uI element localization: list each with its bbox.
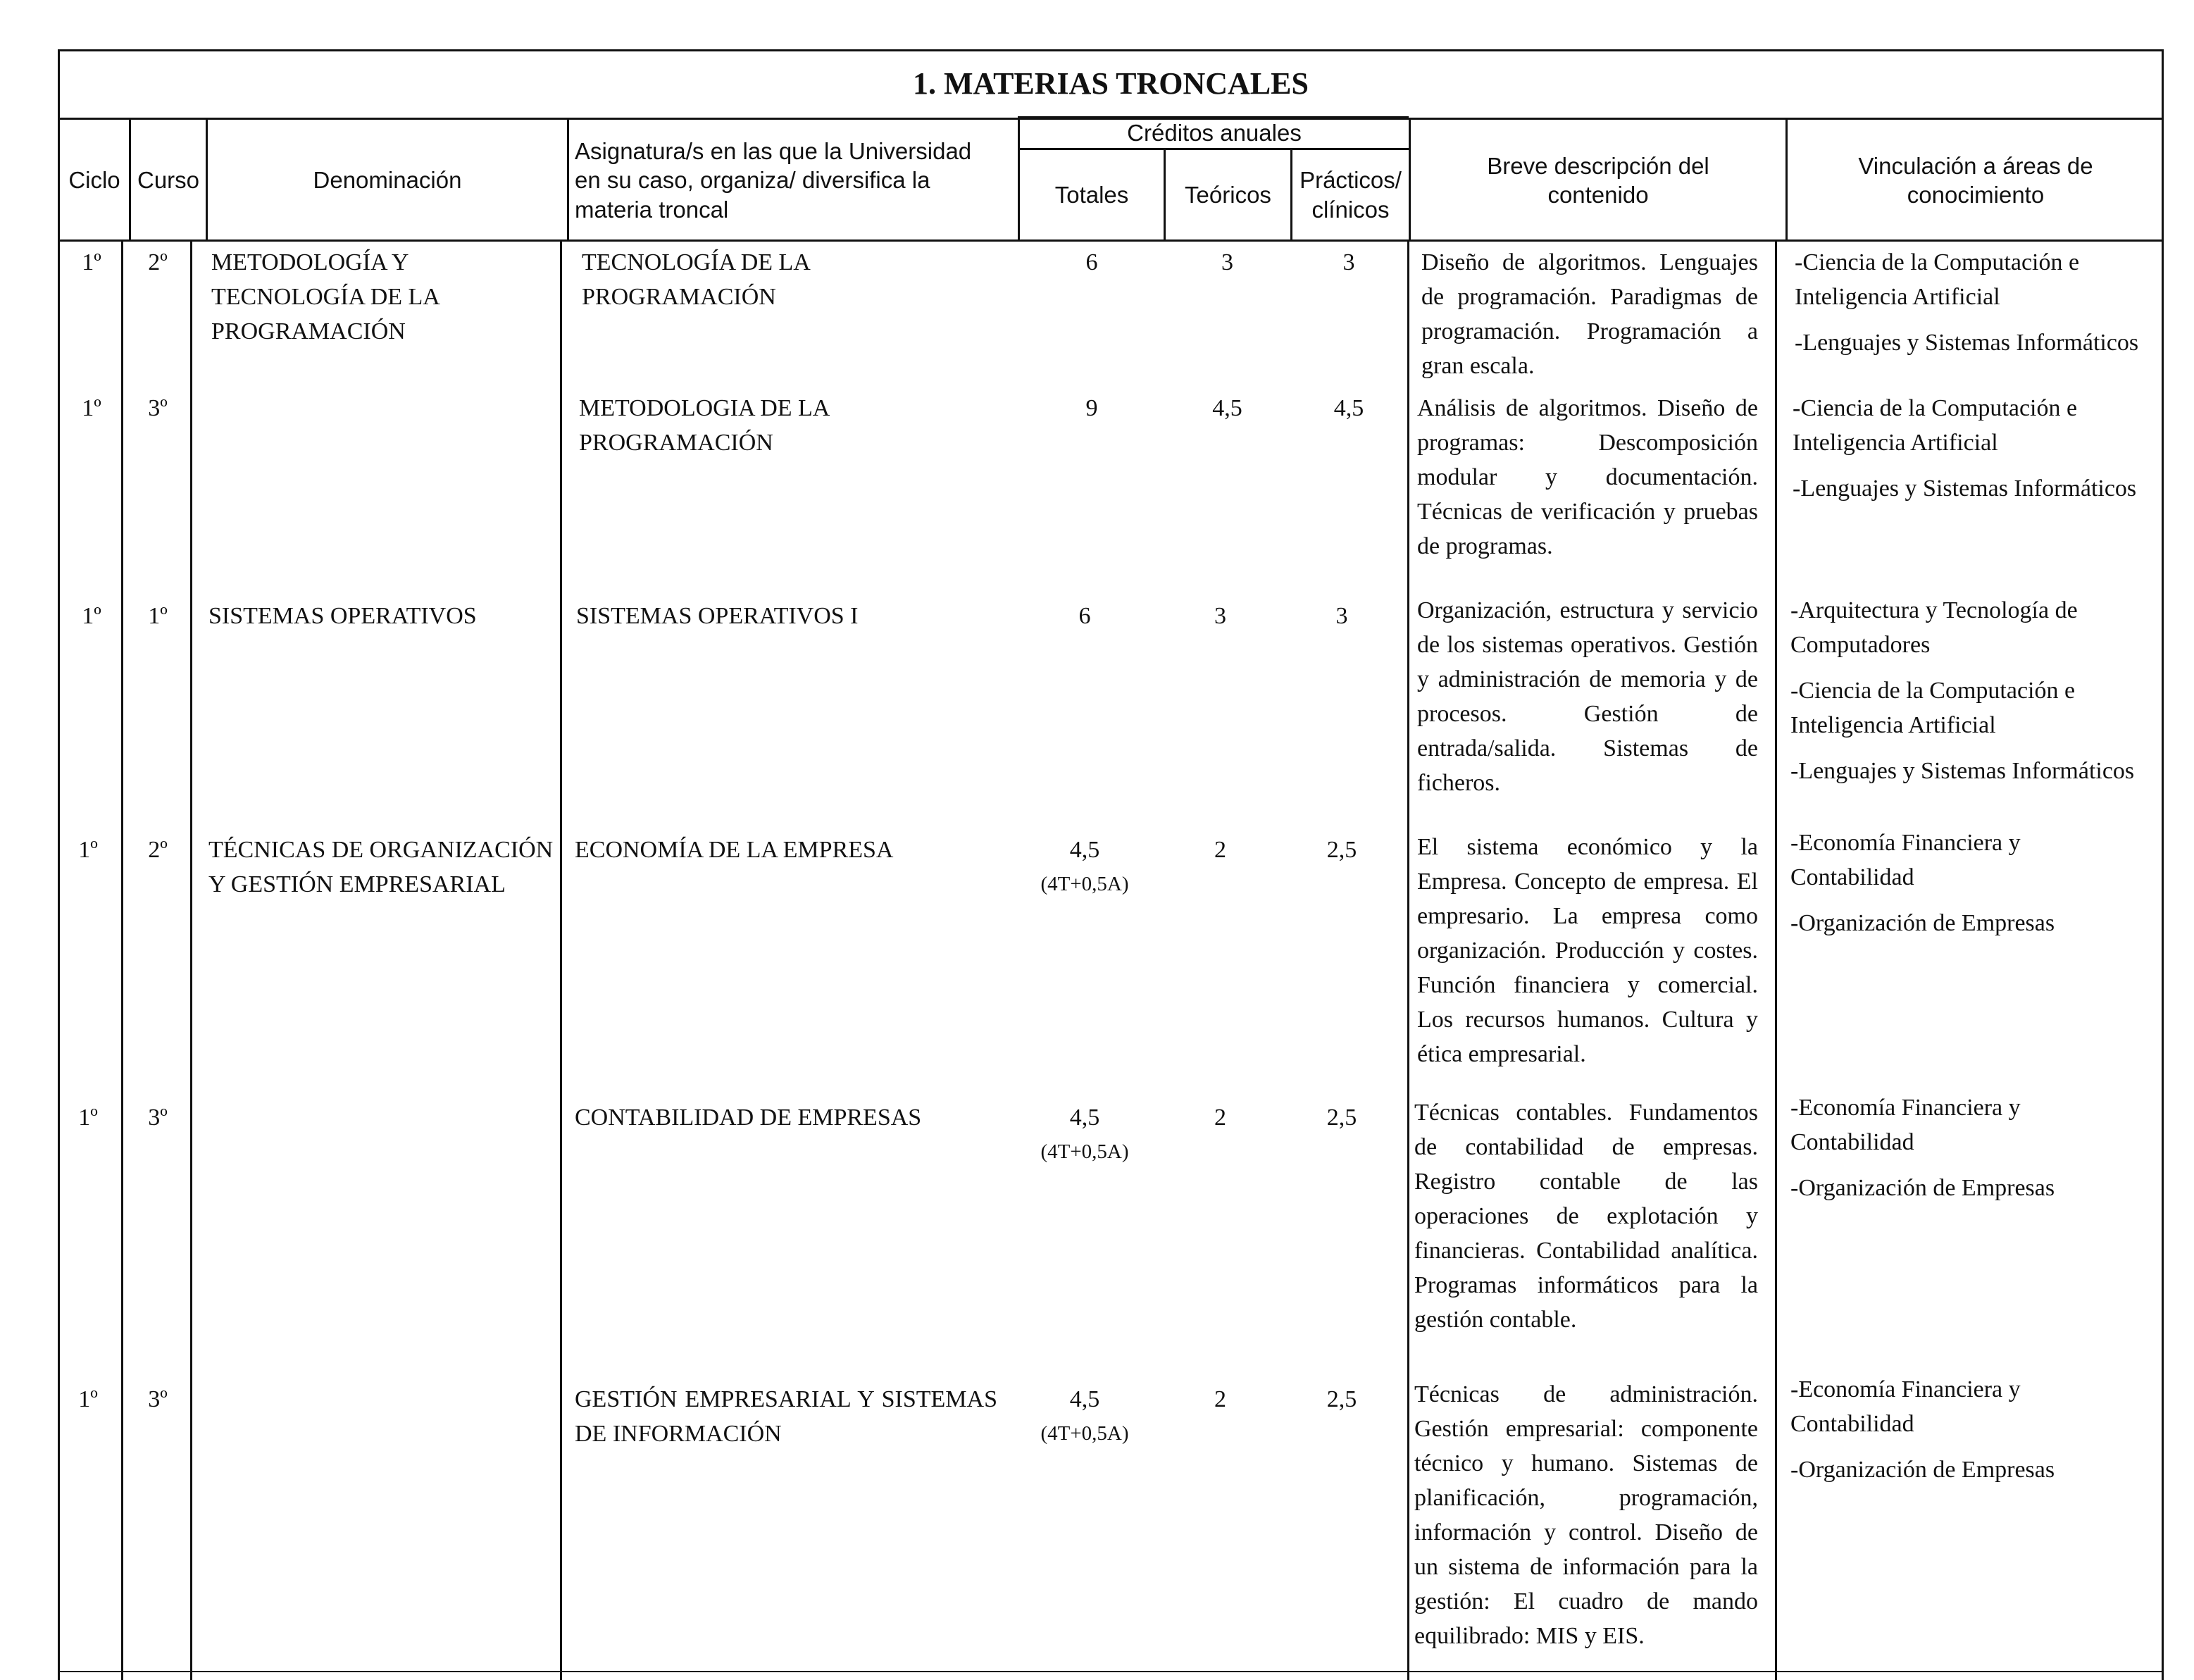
row-curso: 3º xyxy=(148,1386,168,1412)
row-descripcion: Organización, estructura y servicio de los sistemas operativos. Gestión y administración de memoria y de procesos. Gestión de entrada/salida. Sistemas de ficheros. xyxy=(1417,597,1758,796)
area-item: -Ciencia de la Computación e Inteligencia Artificial xyxy=(1795,249,2080,310)
row-practicos: 2,5 xyxy=(1326,1105,1357,1131)
col-sep xyxy=(1775,242,1777,1680)
row-asignatura: GESTIÓN EMPRESARIAL Y SISTEMAS DE INFORMACIÓN xyxy=(575,1386,997,1447)
row-curso: 1º xyxy=(148,603,168,629)
row-asignatura: TECNOLOGÍA DE LA PROGRAMACIÓN xyxy=(582,249,809,310)
col-sep xyxy=(560,242,562,1680)
area-item: -Economía Financiera y Contabilidad xyxy=(1790,1376,2021,1437)
row-areas xyxy=(1793,391,2145,517)
row-asignatura: METODOLOGIA DE LA PROGRAMACIÓN xyxy=(579,395,829,456)
row-descripcion: Técnicas de administración. Gestión empresarial: componente técnico y humano. Sistemas de planificación, programación, información y control. Diseño de un sistema de información para la gestión: El cuadro de mando equilibrado: MIS y EIS. xyxy=(1414,1381,1758,1649)
row-ciclo: 1º xyxy=(78,1386,98,1412)
row-teoricos: 2 xyxy=(1214,1386,1226,1412)
row-ciclo: 1º xyxy=(82,395,101,421)
totales-note: (4T+0,5A) xyxy=(1040,1422,1129,1445)
totales-value: 4,5 xyxy=(1069,837,1100,863)
col-sep xyxy=(190,242,192,1680)
row-descripcion: Diseño de algoritmos. Lenguajes de programación. Paradigmas de programación. Programación a gran escala. xyxy=(1421,249,1758,379)
table-bottom-line xyxy=(58,1671,2164,1672)
row-ciclo: 1º xyxy=(82,249,101,275)
row-curso: 3º xyxy=(148,1105,168,1131)
totales-note: (4T+0,5A) xyxy=(1040,1140,1129,1163)
totales-note: (4T+0,5A) xyxy=(1040,873,1129,895)
header-ciclo: Ciclo xyxy=(68,167,120,194)
row-areas xyxy=(1795,245,2147,371)
area-item: -Organización de Empresas xyxy=(1790,1175,2055,1201)
row-practicos: 2,5 xyxy=(1326,837,1357,863)
row-areas xyxy=(1790,593,2146,799)
area-item: -Organización de Empresas xyxy=(1790,1457,2055,1483)
row-ciclo: 1º xyxy=(82,603,101,629)
header-curso: Curso xyxy=(137,167,200,194)
row-asignatura: SISTEMAS OPERATIVOS I xyxy=(576,603,859,629)
area-item: -Ciencia de la Computación e Inteligencia Artificial xyxy=(1793,395,2078,456)
row-areas xyxy=(1790,1372,2146,1498)
row-teoricos: 2 xyxy=(1214,837,1226,863)
row-practicos: 3 xyxy=(1335,603,1348,629)
row-practicos: 4,5 xyxy=(1333,395,1364,421)
row-ciclo: 1º xyxy=(78,1105,98,1131)
row-areas xyxy=(1790,1090,2146,1217)
row-curso: 2º xyxy=(148,249,168,275)
row-totales: 6 xyxy=(1078,603,1091,629)
row-teoricos: 3 xyxy=(1221,249,1233,275)
row-practicos: 3 xyxy=(1342,249,1355,275)
row-totales: 6 xyxy=(1085,249,1098,275)
row-totales xyxy=(1014,833,1155,902)
page-title: 1. MATERIAS TRONCALES xyxy=(58,49,2164,120)
col-sep xyxy=(1407,242,1409,1680)
area-item: -Arquitectura y Tecnología de Computadores xyxy=(1790,597,2078,658)
row-areas xyxy=(1790,826,2146,952)
row-totales xyxy=(1014,1382,1155,1451)
row-denominacion: SISTEMAS OPERATIVOS xyxy=(208,603,477,629)
totales-value: 4,5 xyxy=(1069,1386,1100,1412)
totales-value: 4,5 xyxy=(1069,1105,1100,1131)
header-vinculacion: Vinculación a áreas de conocimiento xyxy=(1858,152,2093,208)
header-creditos: Créditos anuales xyxy=(1127,120,1302,147)
area-item: -Economía Financiera y Contabilidad xyxy=(1790,830,2021,890)
row-teoricos: 3 xyxy=(1214,603,1226,629)
header-bottom-line xyxy=(58,239,2164,242)
area-item: -Economía Financiera y Contabilidad xyxy=(1790,1095,2021,1155)
header-descripcion: Breve descripción del contenido xyxy=(1487,152,1709,208)
row-totales: 9 xyxy=(1085,395,1098,421)
header-practicos: Prácticos/ clínicos xyxy=(1299,167,1402,223)
row-curso: 3º xyxy=(148,395,168,421)
area-item: -Lenguajes y Sistemas Informáticos xyxy=(1793,475,2137,502)
area-item: -Ciencia de la Computación e Inteligencia Artificial xyxy=(1790,678,2076,738)
row-denominacion: METODOLOGÍA Y TECNOLOGÍA DE LA PROGRAMACIÓN xyxy=(211,249,439,344)
area-item: -Organización de Empresas xyxy=(1790,910,2055,936)
row-teoricos: 4,5 xyxy=(1212,395,1242,421)
area-item: -Lenguajes y Sistemas Informáticos xyxy=(1790,758,2135,784)
row-practicos: 2,5 xyxy=(1326,1386,1357,1412)
row-descripcion: Análisis de algoritmos. Diseño de programas: Descomposición modular y documentación. Técnicas de verificación y pruebas de programas. xyxy=(1417,395,1758,559)
row-teoricos: 2 xyxy=(1214,1105,1226,1131)
header-teoricos: Teóricos xyxy=(1185,181,1271,208)
header-totales: Totales xyxy=(1054,181,1129,208)
row-totales xyxy=(1014,1100,1155,1169)
row-ciclo: 1º xyxy=(78,837,98,863)
col-sep xyxy=(121,242,123,1680)
area-item: -Lenguajes y Sistemas Informáticos xyxy=(1795,330,2139,356)
row-descripcion: Técnicas contables. Fundamentos de contabilidad de empresas. Registro contable de las operaciones de explotación y financieras. Contabilidad analítica. Programas informáticos para la gestión contable. xyxy=(1414,1100,1758,1333)
header-denominacion: Denominación xyxy=(313,167,462,194)
row-asignatura: CONTABILIDAD DE EMPRESAS xyxy=(575,1105,922,1131)
row-curso: 2º xyxy=(148,837,168,863)
header-asignatura: Asignatura/s en las que la Universidad en su caso, organiza/ diversifica la materia troncal xyxy=(575,138,972,223)
row-asignatura: ECONOMÍA DE LA EMPRESA xyxy=(575,837,894,863)
row-descripcion: El sistema económico y la Empresa. Concepto de empresa. El empresario. La empresa como organización. Producción y costes. Función financiera y comercial. Los recursos humanos. Cultura y ética empresarial. xyxy=(1417,834,1758,1067)
row-denominacion: TÉCNICAS DE ORGANIZACIÓN Y GESTIÓN EMPRESARIAL xyxy=(208,837,554,897)
